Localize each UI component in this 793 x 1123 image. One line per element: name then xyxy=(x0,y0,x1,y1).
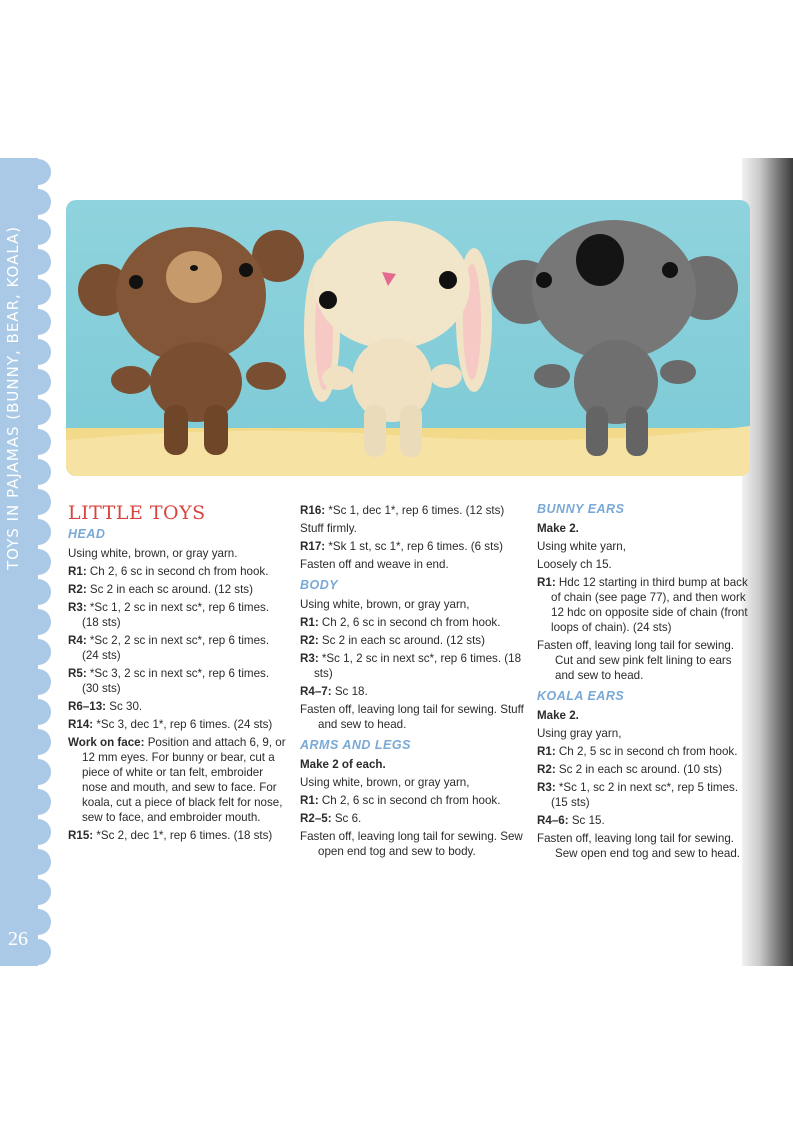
head-row: R16: *Sc 1, dec 1*, rep 6 times. (12 sts) xyxy=(300,504,505,517)
bunny-intro: Using white yarn, xyxy=(537,540,626,553)
bunny-chain: Loosely ch 15. xyxy=(537,558,612,571)
head-row: Work on face: Position and attach 6, 9, or 12 mm eyes. For bunny or bear, cut a piece of white or tan felt, embroider nose and mouth, and sew to face. For koala, cut a piece of black felt for nose, sew to face, and embroider mouth. xyxy=(68,736,286,824)
fasten-text: Fasten off and weave in end. xyxy=(300,558,449,571)
bunny-make: Make 2. xyxy=(537,522,579,535)
arms-make: Make 2 of each. xyxy=(300,758,386,771)
koala-row: R1: Ch 2, 5 sc in second ch from hook. xyxy=(537,745,738,758)
koala-heading: KOALA EARS xyxy=(537,689,625,703)
body-row: R3: *Sc 1, 2 sc in next sc*, rep 6 times. (18 sts) xyxy=(300,652,522,680)
koala-fasten: Fasten off, leaving long tail for sewing. Sew open end tog and sew to head. xyxy=(537,832,740,860)
head-row: R2: Sc 2 in each sc around. (12 sts) xyxy=(68,583,253,596)
body-row: R4–7: Sc 18. xyxy=(300,685,368,698)
koala-row: R3: *Sc 1, sc 2 in next sc*, rep 5 times. (15 sts) xyxy=(537,781,739,809)
head-row: R17: *Sk 1 st, sc 1*, rep 6 times. (6 sts) xyxy=(300,540,503,553)
section-title: LITTLE TOYS xyxy=(68,502,206,524)
column-1 xyxy=(68,502,286,846)
page-number: 26 xyxy=(8,928,28,950)
arms-fasten: Fasten off, leaving long tail for sewing. Sew open end tog and sew to body. xyxy=(300,830,523,858)
bunny-fasten: Fasten off, leaving long tail for sewing. Cut and sew pink felt lining to ears and sew to head. xyxy=(537,639,734,682)
arms-heading: ARMS AND LEGS xyxy=(300,738,411,752)
body-heading: BODY xyxy=(300,578,339,592)
stuff-text: Stuff firmly. xyxy=(300,522,357,535)
head-row: R5: *Sc 3, 2 sc in next sc*, rep 6 times. (30 sts) xyxy=(68,667,270,695)
arms-intro: Using white, brown, or gray yarn, xyxy=(300,776,470,789)
head-intro: Using white, brown, or gray yarn. xyxy=(68,547,238,560)
side-title: TOYS IN PAJAMAS (BUNNY, BEAR, KOALA) xyxy=(4,225,22,570)
bunny-toy xyxy=(304,221,492,457)
koala-row: R4–6: Sc 15. xyxy=(537,814,605,827)
head-row: R1: Ch 2, 6 sc in second ch from hook. xyxy=(68,565,269,578)
column-3 xyxy=(537,502,752,864)
koala-row: R2: Sc 2 in each sc around. (10 sts) xyxy=(537,763,722,776)
head-row: R4: *Sc 2, 2 sc in next sc*, rep 6 times. (24 sts) xyxy=(68,634,270,662)
koala-make: Make 2. xyxy=(537,709,579,722)
toys-photo xyxy=(66,200,750,476)
body-row: R2: Sc 2 in each sc around. (12 sts) xyxy=(300,634,485,647)
head-row: R14: *Sc 3, dec 1*, rep 6 times. (24 sts) xyxy=(68,718,273,731)
arms-row: R1: Ch 2, 6 sc in second ch from hook. xyxy=(300,794,501,807)
body-fasten: Fasten off, leaving long tail for sewing. Stuff and sew to head. xyxy=(300,703,524,731)
arms-row: R2–5: Sc 6. xyxy=(300,812,362,825)
koala-toy xyxy=(492,220,738,456)
column-2 xyxy=(300,503,525,862)
head-heading: HEAD xyxy=(68,527,106,541)
body-intro: Using white, brown, or gray yarn, xyxy=(300,598,470,611)
bear-toy xyxy=(78,227,304,455)
bunny-heading: BUNNY EARS xyxy=(537,502,625,516)
koala-intro: Using gray yarn, xyxy=(537,727,622,740)
head-row: R3: *Sc 1, 2 sc in next sc*, rep 6 times. (18 sts) xyxy=(68,601,270,629)
head-row: R6–13: Sc 30. xyxy=(68,700,143,713)
body-row: R1: Ch 2, 6 sc in second ch from hook. xyxy=(300,616,501,629)
head-row: R15: *Sc 2, dec 1*, rep 6 times. (18 sts) xyxy=(68,829,273,842)
bunny-row: R1: Hdc 12 starting in third bump at back of chain (see page 77), and then work 12 hdc on opposite side of chain (front loops of chain). (24 sts) xyxy=(537,576,748,634)
